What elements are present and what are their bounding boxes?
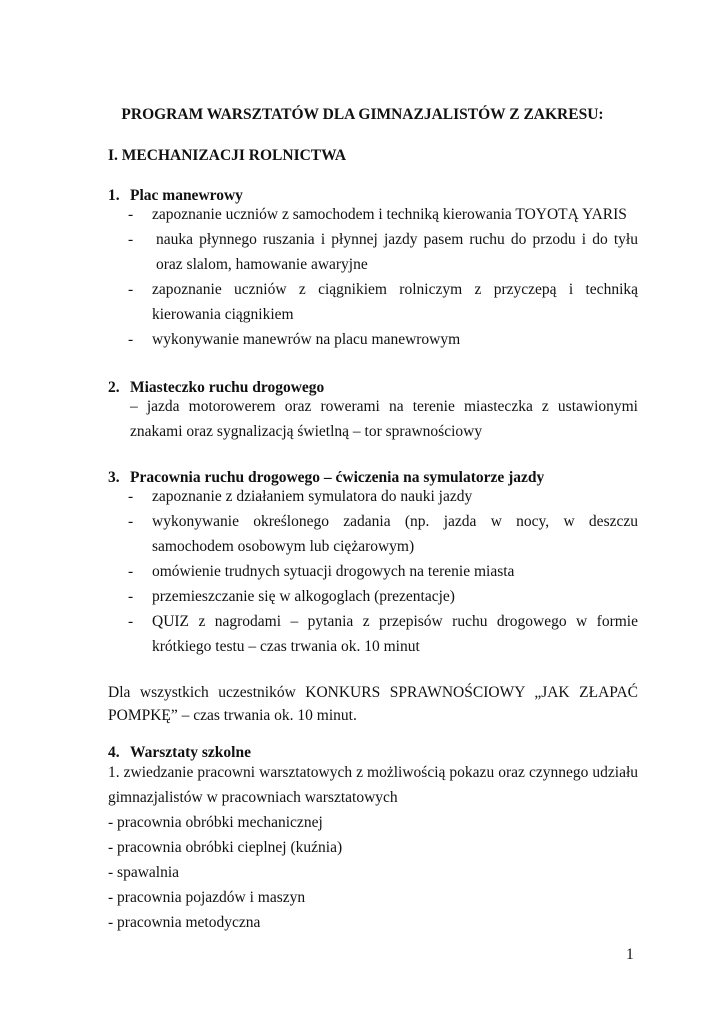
list-item: - pracownia metodyczna bbox=[108, 914, 261, 931]
list-item: - pracownia obróbki mechanicznej bbox=[108, 814, 323, 831]
list-item: - wykonywanie manewrów na placu manewrowym bbox=[128, 331, 461, 348]
list-item: - spawalnia bbox=[108, 864, 180, 881]
list-item: - przemieszczanie się w alkogoglach (prezentacje) bbox=[128, 588, 455, 605]
list-item: - pracownia pojazdów i maszyn bbox=[108, 889, 306, 906]
section-1 bbox=[108, 186, 638, 352]
page-number: 1 bbox=[626, 946, 634, 963]
list-item: - wykonywanie określonego zadania (np. jazda w nocy, w deszczu samochodem osobowym lub ciężarowym) bbox=[128, 513, 638, 555]
section-2 bbox=[108, 378, 638, 444]
list-item: - zapoznanie uczniów z samochodem i techniką kierowania TOYOTĄ YARIS bbox=[128, 206, 627, 223]
section-2-heading: 2. Miasteczko ruchu drogowego bbox=[108, 379, 325, 396]
section-4-heading: 4. Warsztaty szkolne bbox=[108, 744, 251, 761]
list-item: - omówienie trudnych sytuacji drogowych na terenie miasta bbox=[128, 563, 515, 580]
section-heading: I. MECHANIZACJI ROLNICTWA bbox=[108, 147, 347, 164]
section-4 bbox=[108, 743, 638, 935]
list-item: - nauka płynnego ruszania i płynnej jazdy pasem ruchu do przodu i do tyłu oraz slalom, hamowanie awaryjne bbox=[128, 231, 638, 273]
section-3 bbox=[108, 468, 638, 659]
section-4-intro: 1. zwiedzanie pracowni warsztatowych z możliwością pokazu oraz czynnego udziału gimnazjalistów w pracowniach warsztatowych bbox=[108, 764, 638, 806]
list-item: - pracownia obróbki cieplnej (kuźnia) bbox=[108, 839, 343, 856]
list-item: - QUIZ z nagrodami – pytania z przepisów ruchu drogowego w formie krótkiego testu – czas trwania ok. 10 minut bbox=[128, 613, 638, 655]
section-1-heading: 1. Plac manewrowy bbox=[108, 187, 243, 204]
document-title: PROGRAM WARSZTATÓW DLA GIMNAZJALISTÓW Z ZAKRESU: bbox=[121, 106, 604, 123]
section-2-text: – jazda motorowerem oraz rowerami na terenie miasteczka z ustawionymi znakami oraz sygnalizacją świetlną – tor sprawnościowy bbox=[130, 398, 638, 440]
list-item: - zapoznanie uczniów z ciągnikiem rolniczym z przyczepą i techniką kierowania ciągnikiem bbox=[128, 281, 638, 323]
section-3-heading: 3. Pracownia ruchu drogowego – ćwiczenia na symulatorze jazdy bbox=[108, 469, 545, 486]
contest-paragraph: Dla wszystkich uczestników KONKURS SPRAWNOŚCIOWY „JAK ZŁAPAĆ POMPKĘ” – czas trwania ok. 10 minut. bbox=[108, 684, 638, 724]
list-item: - zapoznanie z działaniem symulatora do nauki jazdy bbox=[128, 488, 473, 505]
